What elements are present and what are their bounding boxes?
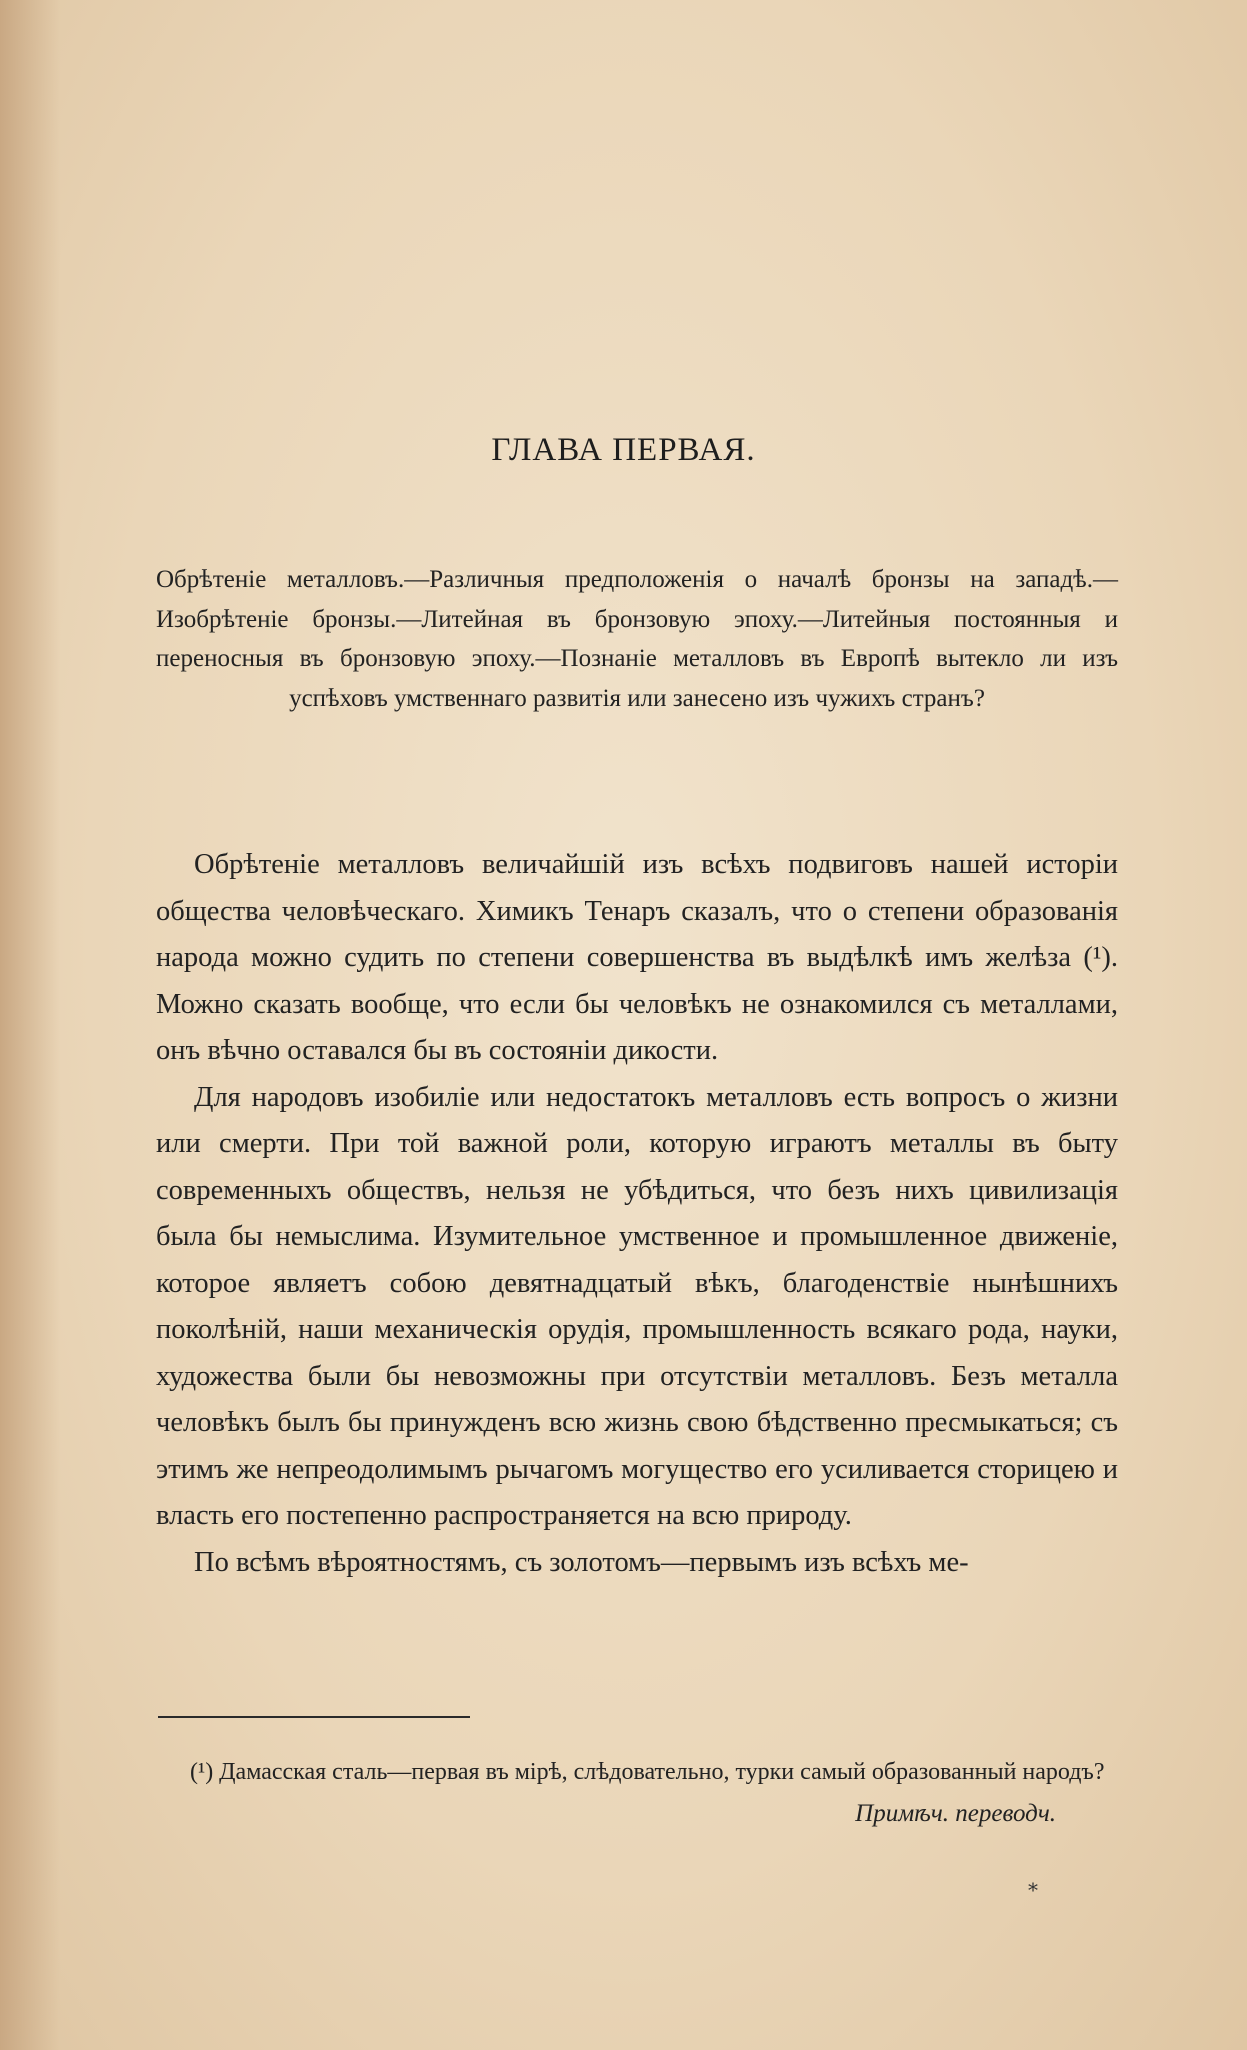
chapter-title: ГЛАВА ПЕРВАЯ. xyxy=(491,432,756,468)
signature-mark: * xyxy=(1028,1878,1038,1902)
body-text xyxy=(156,842,1118,1586)
paragraph: По всѣмъ вѣроятностямъ, съ золотомъ—первымъ изъ всѣхъ ме- xyxy=(194,1546,969,1578)
summary-text: Обрѣтеніе металловъ.—Различныя предположенія о началѣ бронзы на западѣ.—Изобрѣтеніе бронзы.—Литейная въ бронзовую эпоху.—Литейныя постоянныя и переносныя въ бронзовую эпоху.—Познаніе металловъ въ Европѣ вытекло ли изъ успѣховъ умственнаго развитія или занесено изъ чужихъ странъ? xyxy=(156,566,1118,712)
paragraph: Для народовъ изобиліе или недостатокъ металловъ есть вопросъ о жизни или смерти. При той важной роли, которую играютъ металлы въ быту современныхъ обществъ, нельзя не убѣдиться, что безъ нихъ цивилизація была бы немыслима. Изумительное умственное и промышленное движеніе, которое являетъ собою девятнадцатый вѣкъ, благоденствіе нынѣшнихъ поколѣній, наши механическія орудія, промышленность всякаго рода, науки, художества были бы невозможны при отсутствіи металловъ. Безъ металла человѣкъ былъ бы принужденъ всю жизнь свою бѣдственно пресмыкаться; съ этимъ же непреодолимымъ рычагомъ могущество его усиливается сторицею и власть его постепенно распространяется на всю природу. xyxy=(156,1081,1118,1531)
footnote-attribution: Примѣч. переводч. xyxy=(855,1800,1056,1827)
chapter-summary xyxy=(156,560,1118,718)
footnote-divider xyxy=(158,1716,470,1718)
footnote xyxy=(156,1752,1118,1834)
paragraph: Обрѣтеніе металловъ величайшій изъ всѣхъ подвиговъ нашей исторіи общества человѣческаго. Химикъ Тенаръ сказалъ, что о степени образованія народа можно судить по степени совершенства въ выдѣлкѣ имъ желѣза (¹). Можно сказать вообще, что если бы человѣкъ не ознакомился съ металлами, онъ вѣчно оставался бы въ состояніи дикости. xyxy=(156,849,1118,1066)
footnote-text: (¹) Дамасская сталь—первая въ мірѣ, слѣдовательно, турки самый образованный народъ? xyxy=(190,1759,1105,1785)
